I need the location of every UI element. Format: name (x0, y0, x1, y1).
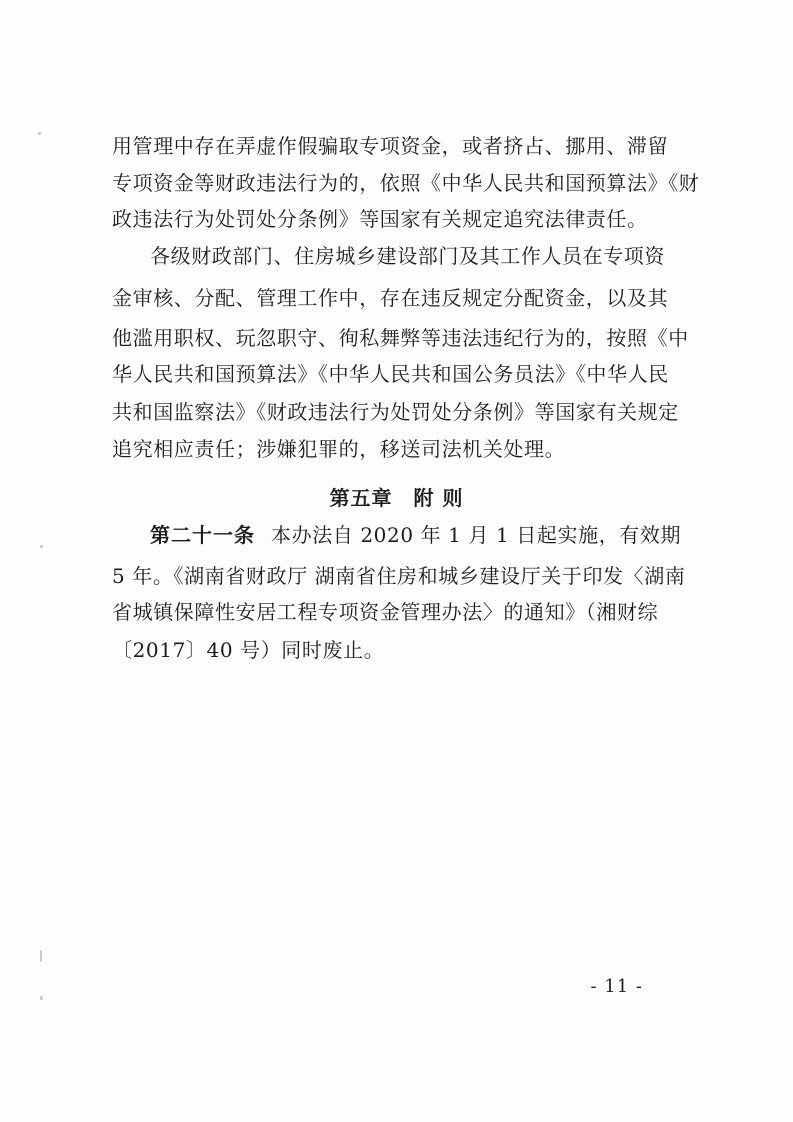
body-text-line: 他滥用职权、玩忽职守、徇私舞弊等违法违纪行为的，按照《中 (112, 326, 689, 350)
scan-speck (38, 132, 41, 135)
scan-speck (40, 545, 43, 548)
body-text-line: 追究相应责任；涉嫌犯罪的，移送司法机关处理。 (112, 437, 566, 461)
body-text-line: 政违法行为处罚处分条例》等国家有关规定追究法律责任。 (112, 207, 648, 231)
body-text-line: 5 年。《湖南省财政厅 湖南省住房和城乡建设厅关于印发〈湖南 (112, 564, 686, 588)
article-label: 第二十一条 (150, 523, 255, 547)
body-text-line: 〔2017〕40 号）同时废止。 (112, 638, 385, 662)
body-text-line: 省城镇保障性安居工程专项资金管理办法〉的通知》（湘财综 (112, 600, 659, 624)
scan-speck (40, 950, 42, 962)
body-text-line: 华人民共和国预算法》《中华人民共和国公务员法》《中华人民 (112, 362, 669, 386)
body-text-line: 专项资金等财政违法行为的，依照《中华人民共和国预算法》《财 (112, 171, 700, 195)
page-number: - 11 - (590, 976, 643, 997)
body-text-line: 共和国监察法》《财政违法行为处罚处分条例》等国家有关规定 (112, 400, 679, 424)
article-text: 本办法自 2020 年 1 月 1 日起实施，有效期 (271, 523, 682, 547)
body-text-line: 各级财政部门、住房城乡建设部门及其工作人员在专项资 (150, 244, 665, 268)
scan-speck (40, 996, 43, 1000)
body-text-line: 金审核、分配、管理工作中，存在违反规定分配资金，以及其 (112, 286, 669, 310)
article-first-line (150, 521, 692, 549)
body-text-line: 用管理中存在弄虚作假骗取专项资金，或者挤占、挪用、滞留 (112, 134, 669, 158)
chapter-heading: 第五章 附 则 (329, 486, 464, 510)
